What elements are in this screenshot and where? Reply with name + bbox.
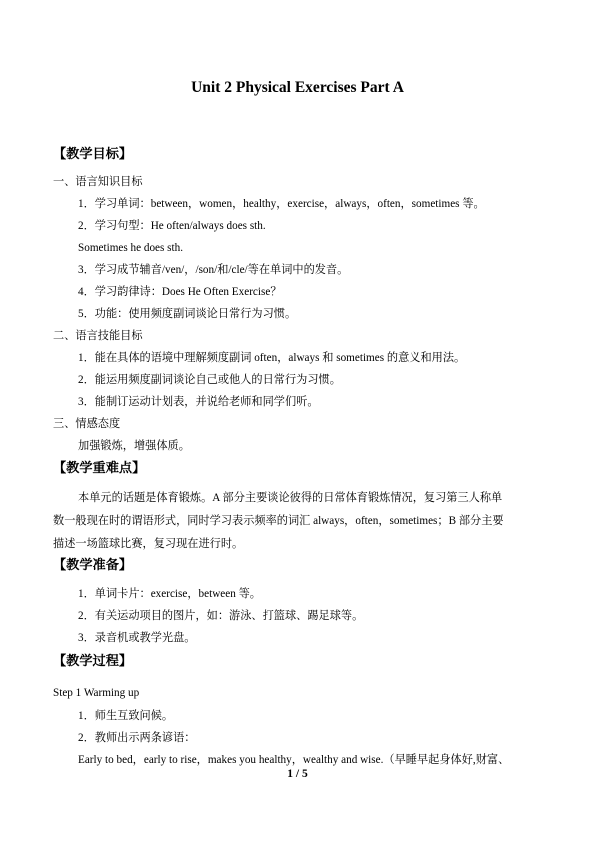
section-heading-process: 【教学过程】 [53, 653, 133, 668]
process-item: 2．教师出示两条谚语： [78, 732, 196, 744]
page-number: 1 / 5 [287, 768, 308, 780]
section-heading-prep: 【教学准备】 [53, 557, 133, 572]
goal-heading-skills: 二、语言技能目标 [53, 330, 143, 342]
goal-item: 4．学习韵律诗：Does He Often Exercise？ [78, 286, 282, 298]
goal-item: Sometimes he does sth. [78, 242, 184, 254]
goal-item: 1．能在具体的语境中理解频度副词 often，always 和 sometimes 的意义和用法。 [78, 352, 466, 364]
goal-heading-attitude: 三、情感态度 [53, 418, 121, 430]
prep-item: 1．单词卡片：exercise，between 等。 [78, 588, 261, 600]
goal-item: 1．学习单词：between，women，healthy，exercise，always，often，sometimes 等。 [78, 198, 485, 210]
goal-item: 加强锻炼，增强体质。 [78, 440, 190, 452]
step-heading: Step 1 Warming up [53, 687, 140, 699]
goal-item: 2．学习句型：He often/always does sth. [78, 220, 266, 232]
goal-item: 3．能制订运动计划表，并说给老师和同学们听。 [78, 396, 319, 408]
process-item: Early to bed，early to rise，makes you healthy，wealthy and wise.（早睡早起身体好,财富、 [78, 754, 510, 766]
paragraph-line: 本单元的话题是体育锻炼。A 部分主要谈论彼得的日常体育锻炼情况，复习第三人称单 [78, 492, 503, 504]
goal-item: 5．功能：使用频度副词谈论日常行为习惯。 [78, 308, 297, 320]
section-heading-key-points: 【教学重难点】 [53, 460, 146, 475]
paragraph-line: 描述一场篮球比赛，复习现在进行时。 [53, 538, 244, 550]
process-item: 1．师生互致问候。 [78, 710, 174, 722]
prep-item: 2．有关运动项目的图片，如：游泳、打篮球、踢足球等。 [78, 610, 364, 622]
goal-heading-knowledge: 一、语言知识目标 [53, 176, 143, 188]
section-heading-goals: 【教学目标】 [53, 146, 133, 161]
page-title: Unit 2 Physical Exercises Part A [191, 79, 404, 96]
paragraph-line: 数一般现在时的谓语形式，同时学习表示频率的词汇 always，often，sometimes；B 部分主要 [53, 515, 504, 527]
goal-item: 2．能运用频度副词谈论自己或他人的日常行为习惯。 [78, 374, 341, 386]
goal-item: 3．学习成节辅音/ven/，/son/和/cle/等在单词中的发音。 [78, 264, 349, 276]
prep-item: 3．录音机或教学光盘。 [78, 632, 196, 644]
